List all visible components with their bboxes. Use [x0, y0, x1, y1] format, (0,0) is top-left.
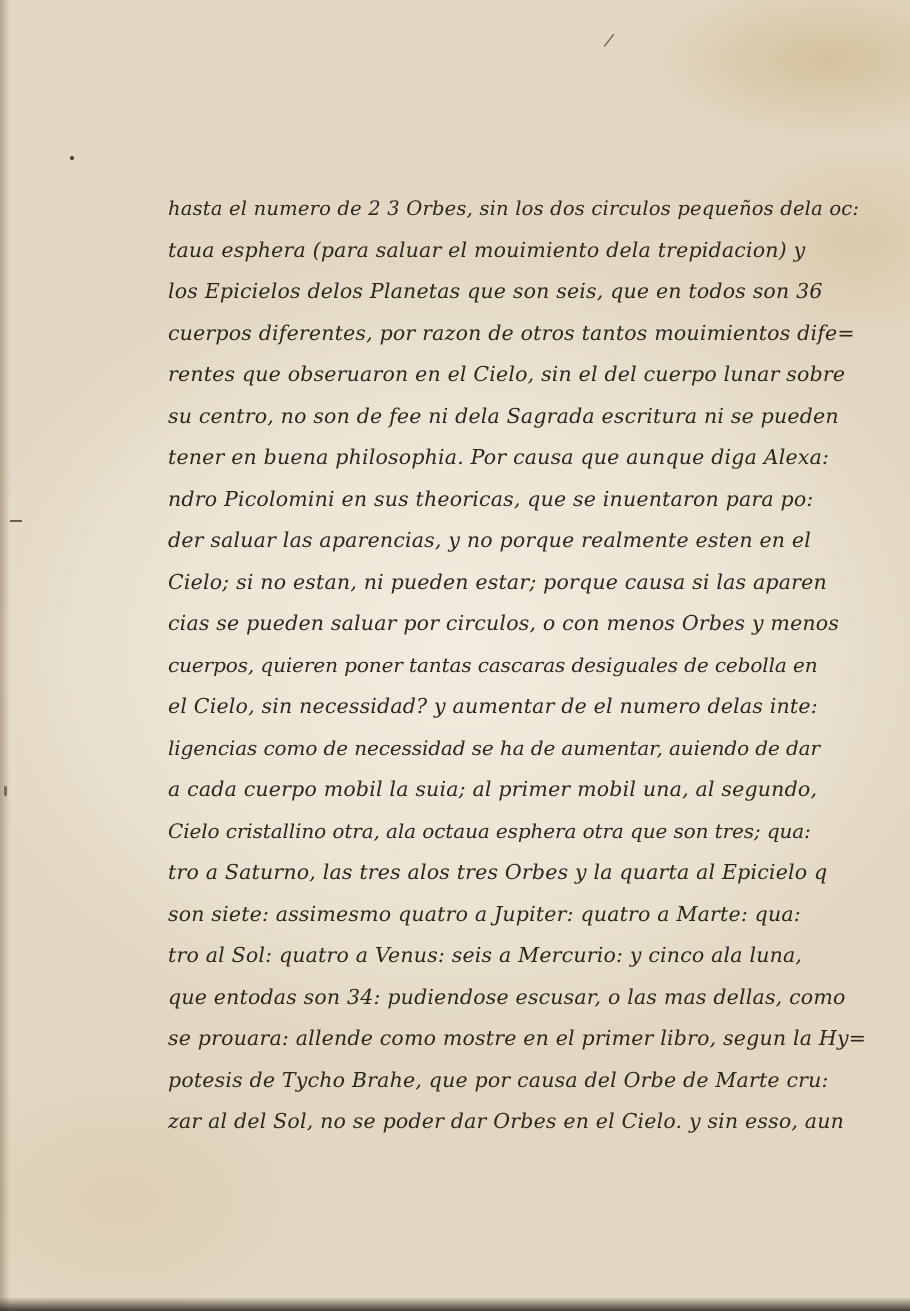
manuscript-line-12: cuerpos, quieren poner tantas cascaras desiguales de cebolla en	[168, 652, 818, 677]
manuscript-line-23: zar al del Sol, no se poder dar Orbes en el Cielo. y sin esso, aun	[168, 1109, 845, 1133]
manuscript-line-21: se prouara: allende como mostre en el primer libro, segun la Hy=	[168, 1026, 867, 1050]
manuscript-line-13: el Cielo, sin necessidad? y aumentar de el numero delas inte:	[168, 694, 818, 718]
manuscript-line-15: a cada cuerpo mobil la suia; al primer mobil una, al segundo,	[168, 777, 818, 801]
manuscript-line-4: cuerpos diferentes, por razon de otros tantos mouimientos dife=	[168, 320, 855, 345]
manuscript-line-19: tro al Sol: quatro a Venus: seis a Mercurio: y cinco ala luna,	[168, 943, 803, 967]
manuscript-line-1: hasta el numero de 2 3 Orbes, sin los dos circulos pequeños dela oc:	[168, 197, 860, 220]
manuscript-line-11: cias se pueden saluar por circulos, o con menos Orbes y menos	[168, 611, 840, 635]
margin-speck	[4, 786, 7, 796]
manuscript-line-2: taua esphera (para saluar el mouimiento dela trepidacion) y	[168, 237, 806, 262]
manuscript-line-7: tener en buena philosophia. Por causa que aunque diga Alexa:	[168, 445, 830, 469]
page-bottom-edge-shadow	[0, 1297, 910, 1311]
manuscript-line-14: ligencias como de necessidad se ha de aumentar, auiendo de dar	[168, 735, 820, 760]
manuscript-line-5: rentes que obseruaron en el Cielo, sin el del cuerpo lunar sobre	[168, 362, 846, 386]
manuscript-line-8: ndro Picolomini en sus theoricas, que se inuentaron para po:	[168, 486, 814, 511]
margin-tick	[10, 520, 22, 522]
manuscript-text-block	[168, 188, 868, 1143]
page-top-mark: /	[602, 29, 616, 52]
manuscript-line-9: der saluar las aparencias, y no porque realmente esten en el	[168, 528, 811, 552]
manuscript-line-6: su centro, no son de fee ni dela Sagrada escritura ni se pueden	[168, 403, 839, 428]
ink-dot	[70, 156, 74, 160]
manuscript-line-18: son siete: assimesmo quatro a Jupiter: quatro a Marte: qua:	[168, 901, 801, 926]
manuscript-line-16: Cielo cristallino otra, ala octaua esphera otra que son tres; qua:	[168, 818, 811, 843]
manuscript-line-22: potesis de Tycho Brahe, que por causa del Orbe de Marte cru:	[168, 1067, 829, 1092]
manuscript-line-3: los Epicielos delos Planetas que son seis, que en todos son 36	[168, 279, 823, 303]
manuscript-line-17: tro a Saturno, las tres alos tres Orbes y la quarta al Epicielo q	[168, 860, 828, 884]
manuscript-line-20: que entodas son 34: pudiendose escusar, o las mas dellas, como	[168, 984, 846, 1009]
page-left-edge-shadow	[0, 0, 10, 1311]
manuscript-line-10: Cielo; si no estan, ni pueden estar; porque causa si las aparen	[168, 569, 827, 594]
